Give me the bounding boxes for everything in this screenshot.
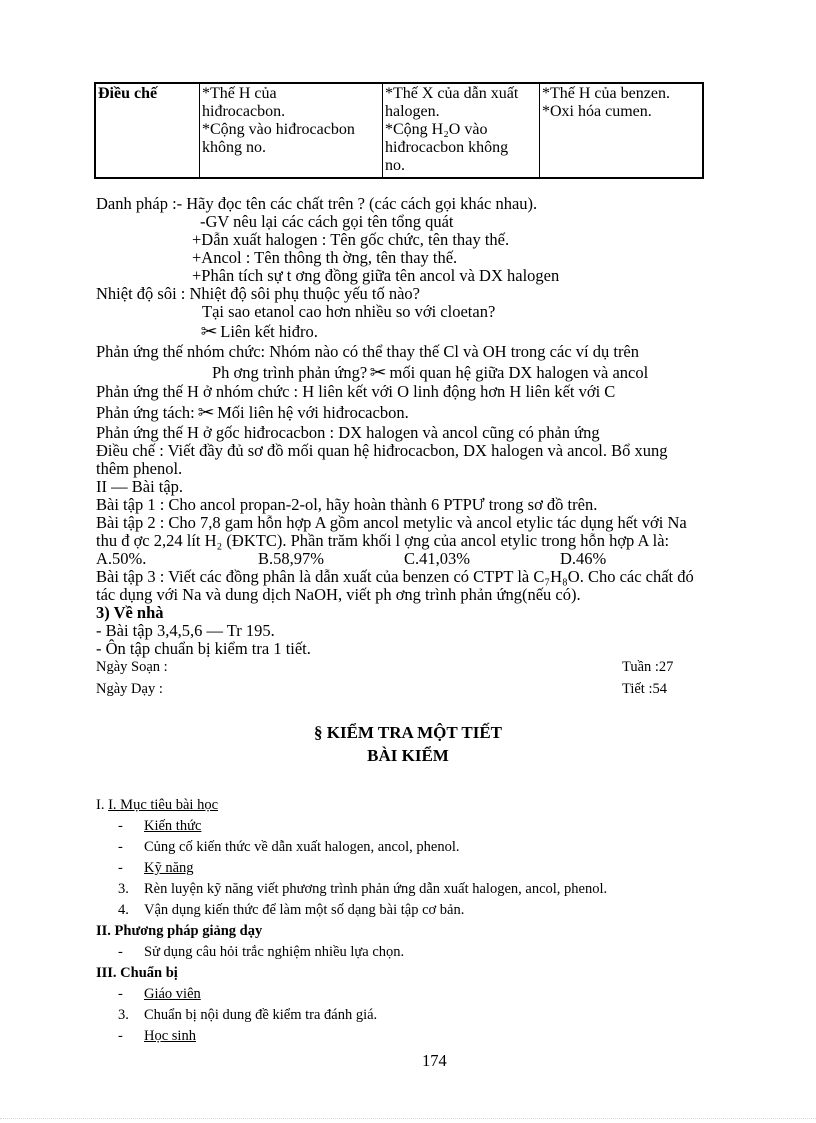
answer-option-d: D.46% xyxy=(560,549,607,568)
week-label: Tuần :27 xyxy=(622,659,674,675)
cell-line: no. xyxy=(385,157,405,174)
list-item xyxy=(118,985,201,1003)
number-bullet: 4. xyxy=(118,902,129,918)
dash-bullet: - xyxy=(118,944,123,960)
dash-bullet: - xyxy=(118,1028,123,1044)
teach-date-label: Ngày Dạy : xyxy=(96,681,163,697)
dash-bullet: - xyxy=(118,818,123,834)
cell-line: *Thế X của dẫn xuất xyxy=(385,85,519,102)
item-text: Chuẩn bị nội dung đề kiểm tra đánh giá. xyxy=(144,1007,378,1023)
table-cell-phenol xyxy=(540,83,704,178)
text-fragment: Phản ứng tách: xyxy=(96,403,195,422)
prep-date-label: Ngày Soạn : xyxy=(96,659,168,675)
text-line: +Ancol : Tên thông th ờng, tên thay thế. xyxy=(192,248,458,267)
cell-line: *Oxi hóa cumen. xyxy=(542,103,652,120)
text-line: tác dụng với Na và dung dịch NaOH, viết ph ơng trình phản ứng(nếu có). xyxy=(96,585,581,604)
page-title: § KIỂM TRA MỘT TIẾT xyxy=(314,723,502,742)
text-line: -GV nêu lại các cách gọi tên tổng quát xyxy=(200,212,454,231)
text-line xyxy=(202,323,318,341)
text-fragment: mối quan hệ giữa DX halogen và ancol xyxy=(389,363,649,382)
dash-bullet: - xyxy=(118,860,123,876)
cell-line: hiđrocacbon. xyxy=(202,103,286,120)
section-heading: II — Bài tập. xyxy=(96,477,184,496)
item-text: Sử dụng câu hỏi trắc nghiệm nhiều lựa chọn. xyxy=(144,944,405,960)
homework-item: - Ôn tập chuẩn bị kiểm tra 1 tiết. xyxy=(96,639,311,658)
section-heading: II. Phương pháp giảng dạy xyxy=(96,923,263,939)
text-line: +Phân tích sự t ơng đồng giữa tên ancol và DX halogen xyxy=(192,266,560,285)
scissors-icon: ✂ xyxy=(197,403,215,422)
list-item xyxy=(118,838,460,856)
dash-bullet: - xyxy=(118,839,123,855)
text-fragment: Mối liên hệ với hiđrocacbon. xyxy=(217,403,409,422)
scissors-icon: ✂ xyxy=(200,322,218,341)
text-line xyxy=(212,364,648,382)
exercise-3: Bài tập 3 : Viết các đồng phân là dẫn xuất của benzen có CTPT là C₇H₈O. Cho các chất đó xyxy=(96,567,694,586)
dash-bullet: - xyxy=(118,986,123,1002)
cell-line: hiđrocacbon không xyxy=(385,139,509,156)
text-line: Phản ứng thế H ở gốc hiđrocacbon : DX halogen và ancol cũng có phản ứng xyxy=(96,423,600,442)
table-cell-hydrocarbon xyxy=(200,83,383,178)
row-header: Điều chế xyxy=(95,83,200,178)
section-title: I. Mục tiêu bài học xyxy=(108,797,219,813)
page-number: 174 xyxy=(422,1051,447,1070)
text-line: Phản ứng thế nhóm chức: Nhóm nào có thể thay thế Cl và OH trong các ví dụ trên xyxy=(96,342,640,361)
number-bullet: 3. xyxy=(118,881,129,897)
text-line xyxy=(96,404,409,422)
cell-line: *Cộng H₂O vào xyxy=(385,121,488,138)
table-row xyxy=(95,83,703,178)
text-line: Tại sao etanol cao hơn nhiều so với cloetan? xyxy=(202,302,496,321)
item-text: Củng cố kiến thức về dẫn xuất halogen, ancol, phenol. xyxy=(144,839,460,855)
cell-line: *Thế H của benzen. xyxy=(542,85,670,102)
list-item xyxy=(118,817,201,835)
cell-line: halogen. xyxy=(385,103,440,120)
number-bullet: 3. xyxy=(118,1007,129,1023)
answer-option-b: B.58,97% xyxy=(258,549,324,568)
list-item xyxy=(118,901,464,919)
section-heading: III. Chuẩn bị xyxy=(96,965,178,981)
answer-option-c: C.41,03% xyxy=(404,549,470,568)
homework-item: - Bài tập 3,4,5,6 — Tr 195. xyxy=(96,621,275,640)
cell-line: không no. xyxy=(202,139,266,156)
cell-line: *Cộng vào hiđrocacbon xyxy=(202,121,355,138)
item-text: Vận dụng kiến thức để làm một số dạng bài tập cơ bản. xyxy=(144,902,465,918)
text-fragment: Liên kết hiđro. xyxy=(220,322,318,341)
subheading: Kỹ năng xyxy=(144,860,194,876)
page-edge-divider xyxy=(0,1118,816,1119)
table-cell-alcohol xyxy=(383,83,540,178)
subheading: Kiến thức xyxy=(144,818,202,834)
text-fragment: Ph ơng trình phản ứng? xyxy=(212,363,368,382)
list-item xyxy=(118,859,194,877)
list-item xyxy=(118,880,607,898)
exercise-2: Bài tập 2 : Cho 7,8 gam hỗn hợp A gồm ancol metylic và ancol etylic tác dụng hết với Na xyxy=(96,513,687,532)
exercise-1: Bài tập 1 : Cho ancol propan-2-ol, hãy hoàn thành 6 PTPƯ trong sơ đồ trên. xyxy=(96,495,598,514)
answer-option-a: A.50%. xyxy=(96,549,147,568)
list-item xyxy=(118,943,404,961)
item-text: Rèn luyện kỹ năng viết phương trình phản ứng dẫn xuất halogen, ancol, phenol. xyxy=(144,881,608,897)
scissors-icon: ✂ xyxy=(369,363,387,382)
text-line: thêm phenol. xyxy=(96,459,183,478)
nomenclature-line: Danh pháp :- Hãy đọc tên các chất trên ? (các cách gọi khác nhau). xyxy=(96,194,538,213)
subheading: Học sinh xyxy=(144,1028,196,1044)
cell-line: *Thế H của xyxy=(202,85,277,102)
text-line: +Dẫn xuất halogen : Tên gốc chức, tên thay thế. xyxy=(192,230,510,249)
page-subtitle: BÀI KIỂM xyxy=(367,746,449,765)
comparison-table xyxy=(94,82,704,179)
homework-heading: 3) Về nhà xyxy=(96,603,164,622)
section-heading: I. I. Mục tiêu bài học xyxy=(96,797,219,813)
list-item xyxy=(118,1006,377,1024)
boiling-point-line: Nhiệt độ sôi : Nhiệt độ sôi phụ thuộc yếu tố nào? xyxy=(96,284,420,303)
list-item xyxy=(118,1027,196,1045)
text-line: Điều chế : Viết đầy đủ sơ đồ mối quan hệ hiđrocacbon, DX halogen và ancol. Bổ xung xyxy=(96,441,668,460)
subheading: Giáo viên xyxy=(144,986,201,1002)
period-label: Tiết :54 xyxy=(622,681,667,697)
text-line: thu đ ợc 2,24 lít H₂ (ĐKTC). Phần trăm khối l ợng của ancol etylic trong hỗn hợp A là: xyxy=(96,531,670,550)
text-line: Phản ứng thế H ở nhóm chức : H liên kết với O linh động hơn H liên kết với C xyxy=(96,382,616,401)
